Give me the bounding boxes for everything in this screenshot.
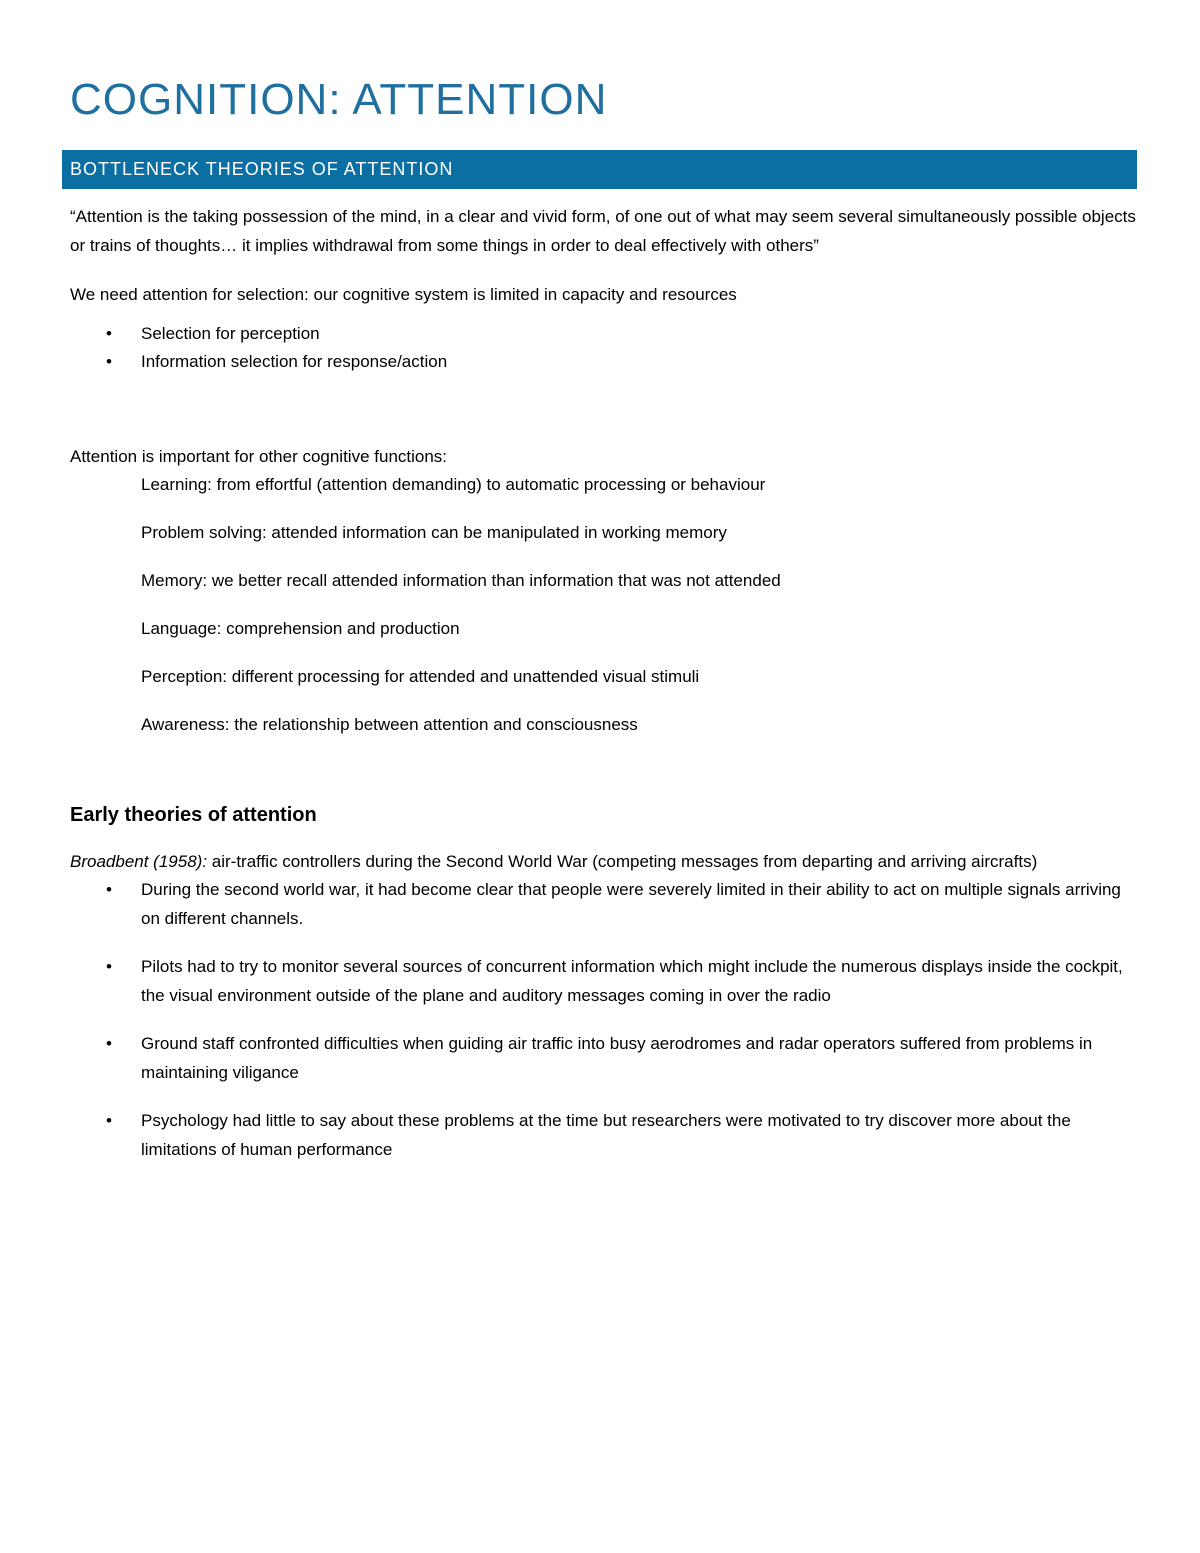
list-item bbox=[70, 320, 1137, 349]
list-item-text: Pilots had to try to monitor several sources of concurrent information which might include the numerous displays inside the cockpit, the visual environment outside of the plane and auditory messages coming in over the radio bbox=[141, 957, 1123, 1005]
document-title: COGNITION: ATTENTION bbox=[70, 75, 608, 124]
selection-intro: We need attention for selection: our cognitive system is limited in capacity and resources bbox=[70, 285, 737, 304]
bullet-icon: • bbox=[106, 1034, 112, 1053]
list-item-text: Information selection for response/action bbox=[141, 352, 448, 371]
list-item-text: Ground staff confronted difficulties when guiding air traffic into busy aerodromes and radar operators suffered from problems in maintaining viligance bbox=[141, 1034, 1093, 1082]
broadbent-citation: Broadbent (1958): bbox=[70, 851, 208, 871]
bullet-icon: • bbox=[106, 957, 112, 976]
list-item bbox=[70, 876, 1141, 933]
function-item: Awareness: the relationship between attention and consciousness bbox=[141, 715, 638, 734]
early-theories-heading: Early theories of attention bbox=[70, 803, 317, 826]
broadbent-paragraph bbox=[70, 848, 1137, 877]
broadbent-text: air-traffic controllers during the Second World War (competing messages from departing and arriving aircrafts) bbox=[207, 851, 1038, 871]
list-item-text: Selection for perception bbox=[141, 323, 320, 343]
function-item: Perception: different processing for attended and unattended visual stimuli bbox=[141, 667, 700, 686]
function-item: Learning: from effortful (attention demanding) to automatic processing or behaviour bbox=[141, 475, 766, 494]
functions-intro: Attention is important for other cognitive functions: bbox=[70, 446, 448, 466]
bullet-icon: • bbox=[106, 880, 112, 899]
section-heading-bar: BOTTLENECK THEORIES OF ATTENTION bbox=[62, 150, 1137, 189]
selection-bullet-list bbox=[70, 320, 1137, 377]
function-item: Language: comprehension and production bbox=[141, 619, 460, 638]
bullet-icon: • bbox=[106, 352, 112, 371]
function-item: Memory: we better recall attended information than information that was not attended bbox=[141, 571, 781, 590]
list-item bbox=[70, 348, 1137, 377]
cognitive-functions-list bbox=[70, 471, 1137, 740]
list-item-text: During the second world war, it had become clear that people were severely limited in their ability to act on multiple signals arriving on different channels. bbox=[141, 880, 1121, 928]
list-item bbox=[70, 1030, 1141, 1087]
attention-quote: “Attention is the taking possession of the mind, in a clear and vivid form, of one out of what may seem several simultaneously possible objects or trains of thoughts… it implies withdrawal from some things in order to deal effectively with others” bbox=[70, 207, 1136, 255]
bullet-icon: • bbox=[106, 323, 112, 343]
list-item bbox=[70, 1107, 1141, 1164]
early-theories-bullet-list bbox=[70, 876, 1137, 1164]
function-item: Problem solving: attended information can be manipulated in working memory bbox=[141, 523, 727, 542]
list-item-text: Psychology had little to say about these problems at the time but researchers were motivated to try discover more about the limitations of human performance bbox=[141, 1111, 1071, 1159]
list-item bbox=[70, 953, 1141, 1010]
bullet-icon: • bbox=[106, 1111, 112, 1130]
document-page bbox=[70, 74, 1137, 1184]
